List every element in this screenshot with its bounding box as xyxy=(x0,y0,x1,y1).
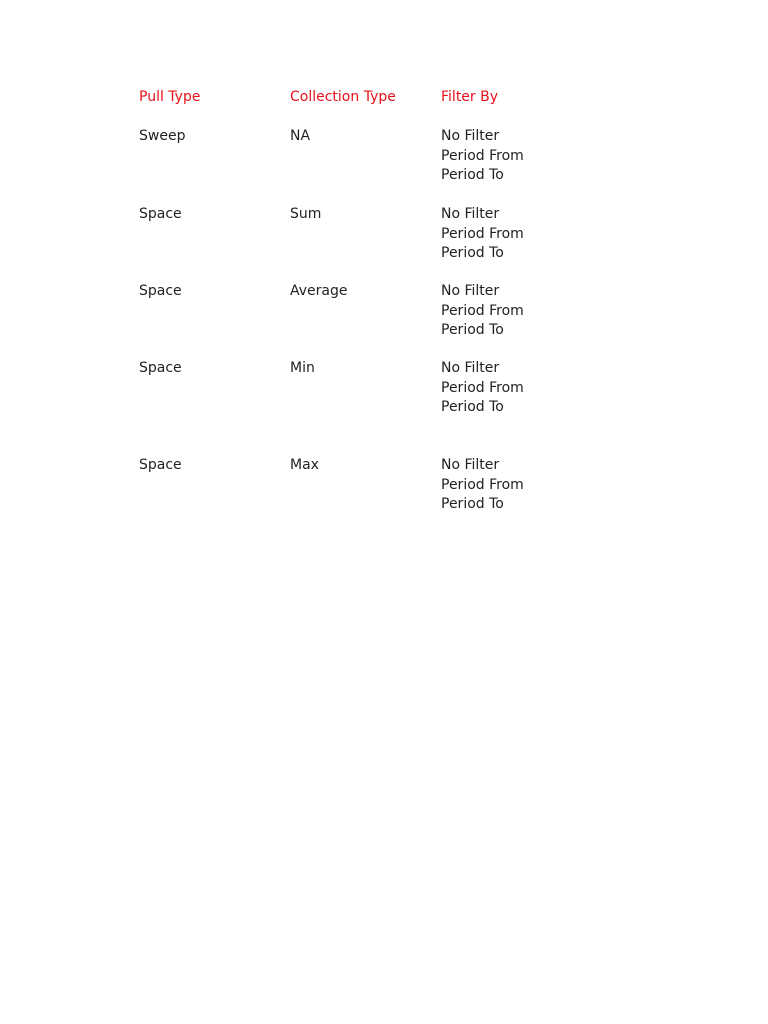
row-5-pull-type: Space xyxy=(139,457,182,473)
filter-option: Period From xyxy=(441,302,524,319)
row-2-pull-type: Space xyxy=(139,206,182,222)
row-4-pull-type: Space xyxy=(139,360,182,376)
filter-option: Period To xyxy=(441,245,504,261)
row-2-filters xyxy=(441,205,524,264)
filter-option: No Filter xyxy=(441,457,500,473)
row-2-collection-type: Sum xyxy=(290,206,322,222)
filter-option: No Filter xyxy=(441,128,500,144)
filter-option: Period From xyxy=(441,379,524,396)
row-4-collection-type: Min xyxy=(290,360,315,376)
row-1-filters xyxy=(441,127,524,186)
filter-option: No Filter xyxy=(441,206,500,222)
row-3-pull-type: Space xyxy=(139,283,182,299)
filter-option: Period From xyxy=(441,476,524,493)
row-3-collection-type: Average xyxy=(290,283,348,299)
filter-option: Period To xyxy=(441,322,504,338)
filter-option: No Filter xyxy=(441,283,500,299)
filter-option: Period From xyxy=(441,147,524,164)
filter-option: Period To xyxy=(441,399,504,415)
row-5-filters xyxy=(441,456,524,515)
header-collection-type: Collection Type xyxy=(290,89,396,105)
row-3-filters xyxy=(441,282,524,341)
filter-option: Period To xyxy=(441,496,504,512)
row-1-pull-type: Sweep xyxy=(139,128,186,144)
filter-option: Period To xyxy=(441,167,504,183)
filter-option: Period From xyxy=(441,225,524,242)
row-1-collection-type: NA xyxy=(290,128,311,144)
row-5-collection-type: Max xyxy=(290,457,319,473)
header-filter-by: Filter By xyxy=(441,89,499,105)
filter-option: No Filter xyxy=(441,360,500,376)
header-pull-type: Pull Type xyxy=(139,89,201,105)
row-4-filters xyxy=(441,359,524,418)
